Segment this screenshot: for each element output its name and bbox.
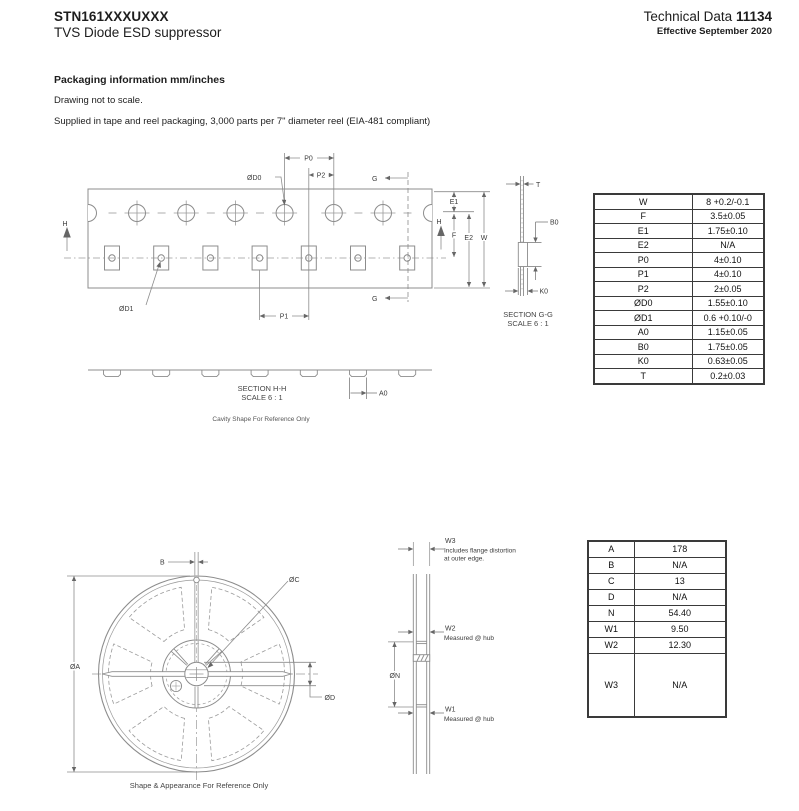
table-row [594,354,764,369]
dim-label-k0: K0 [539,288,549,296]
w3-note-line1: Includes flange distortion [444,547,516,555]
param-cell: ØD0 [594,296,692,311]
dim-label-t: T [536,182,541,189]
table-row [594,325,764,340]
dim-label-p1: P1 [279,313,289,321]
dim-label-a: ØA [69,664,81,671]
table-row [594,311,764,326]
table-row [594,369,764,384]
dim-label-d1: ØD1 [119,306,134,313]
value-cell: 0.2±0.03 [692,369,764,384]
section-hh-scale: SCALE 6 : 1 [241,393,283,402]
param-cell: N [588,605,634,621]
table-row [588,573,726,589]
dim-label-n: ØN [389,673,401,680]
doc-effective-date: Effective September 2020 [656,26,772,37]
value-cell: 4±0.10 [692,253,764,268]
reel-dimension-table [587,540,727,718]
table-row [594,267,764,282]
table-row [588,653,726,717]
param-cell: P1 [594,267,692,282]
table-row [588,637,726,653]
param-cell: D [588,589,634,605]
dim-label-p2: P2 [316,172,326,180]
param-cell: W3 [588,653,634,717]
value-cell: 54.40 [634,605,726,621]
section-label-h-left: H [62,221,68,228]
value-cell: 9.50 [634,621,726,637]
section-label-g-top: G [372,176,378,183]
param-cell: E1 [594,224,692,239]
value-cell: 3.5±0.05 [692,209,764,224]
param-cell: W1 [588,621,634,637]
dim-label-w: W [480,235,488,242]
param-cell: P2 [594,282,692,297]
dim-label-w1: W1 [445,706,456,714]
product-code: STN161XXXUXXX [54,9,169,24]
param-cell: W [594,194,692,209]
w2-note: Measured @ hub [444,635,494,642]
dim-label-d: ØD [324,695,335,702]
section-hh-title: SECTION H-H [237,384,287,393]
table-row [594,194,764,209]
param-cell: K0 [594,354,692,369]
table-row [594,209,764,224]
param-cell: C [588,573,634,589]
table-row [588,557,726,573]
param-cell: A [588,541,634,557]
section-label-g-bottom: G [372,296,378,303]
dim-label-f: F [451,232,457,240]
value-cell: 12.30 [634,637,726,653]
tape-dimension-table [593,193,765,385]
doc-title [644,9,772,24]
value-cell: 2±0.05 [692,282,764,297]
dim-label-c: ØC [289,577,300,584]
dim-label-b0: B0 [550,219,559,227]
tape-dimensions [67,153,490,320]
param-cell: P0 [594,253,692,268]
table-row [588,541,726,557]
product-name: TVS Diode ESD suppressor [54,25,222,40]
table-row [588,605,726,621]
tape-outline [64,189,446,288]
table-row [594,253,764,268]
w3-note-line2: at outer edge. [444,555,485,563]
param-cell: T [594,369,692,384]
value-cell: 13 [634,573,726,589]
cavity-reference-note: Cavity Shape For Reference Only [212,416,310,423]
note-scale: Drawing not to scale. [54,95,143,106]
param-cell: ØD1 [594,311,692,326]
value-cell: 0.6 +0.10/-0 [692,311,764,326]
tape-drawing [50,145,570,430]
dim-label-p0: P0 [304,155,313,163]
section-label-h-right: H [436,219,442,226]
note-supply: Supplied in tape and reel packaging, 3,000 parts per 7" diameter reel (EIA-481 compliant) [54,116,431,127]
value-cell: 1.15±0.05 [692,325,764,340]
dim-label-e1: E1 [449,199,459,206]
table-row [594,282,764,297]
table-row [588,621,726,637]
reel-reference-note: Shape & Appearance For Reference Only [129,781,269,790]
value-cell: N/A [634,653,726,717]
value-cell: 1.75±0.05 [692,340,764,355]
tape-arrowheads [63,156,486,318]
dim-label-b: B [160,559,165,567]
value-cell: N/A [634,589,726,605]
dim-label-w3: W3 [445,538,456,545]
dim-label-w2: W2 [445,625,456,633]
w1-note: Measured @ hub [444,716,494,723]
table-row [594,238,764,253]
value-cell: 1.75±0.10 [692,224,764,239]
param-cell: W2 [588,637,634,653]
table-row [594,296,764,311]
param-cell: B0 [594,340,692,355]
param-cell: E2 [594,238,692,253]
dim-label-d0: ØD0 [247,175,262,182]
value-cell: N/A [634,557,726,573]
dim-label-a0: A0 [379,390,388,398]
param-cell: A0 [594,325,692,340]
doc-type: Technical Data [643,9,736,24]
reel-drawing [55,535,570,800]
value-cell: 8 +0.2/-0.1 [692,194,764,209]
param-cell: B [588,557,634,573]
table-row [594,340,764,355]
value-cell: 1.55±0.10 [692,296,764,311]
reel-side-view [388,542,444,774]
value-cell: N/A [692,238,764,253]
section-gg-title: SECTION G-G [503,310,553,319]
param-cell: F [594,209,692,224]
section-heading: Packaging information mm/inches [54,74,225,86]
value-cell: 4±0.10 [692,267,764,282]
section-gg-scale: SCALE 6 : 1 [507,319,549,328]
dim-label-e2: E2 [464,235,473,242]
section-gg-drawing [505,176,548,296]
table-row [594,224,764,239]
table-row [588,589,726,605]
doc-number: 11134 [735,9,772,24]
value-cell: 178 [634,541,726,557]
value-cell: 0.63±0.05 [692,354,764,369]
